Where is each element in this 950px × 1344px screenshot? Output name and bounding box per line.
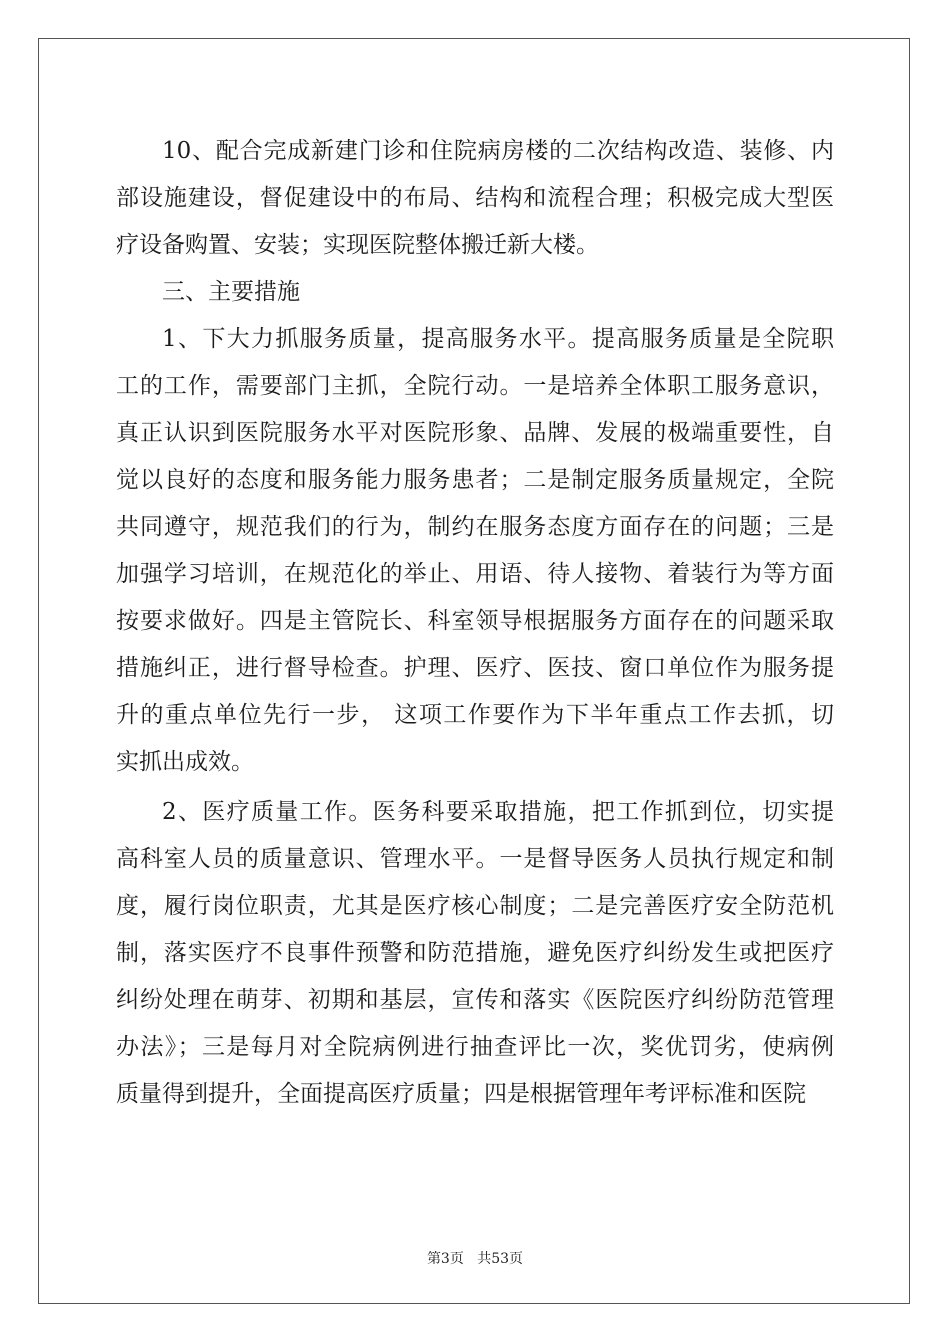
text-line: 部设施建设，督促建设中的布局、结构和流程合理；积极完成大型医 — [116, 185, 834, 211]
text-line: 升的重点单位先行一步， 这项工作要作为下半年重点工作去抓，切 — [116, 702, 834, 728]
text-line: 2、医疗质量工作。医务科要采取措施，把工作抓到位，切实提 — [162, 799, 834, 825]
text-line: 度，履行岗位职责，尤其是医疗核心制度；二是完善医疗安全防范机 — [116, 893, 834, 919]
text-line: 10、配合完成新建门诊和住院病房楼的二次结构改造、装修、内 — [162, 138, 834, 164]
text-line: 共同遵守，规范我们的行为，制约在服务态度方面存在的问题；三是 — [116, 514, 834, 540]
page-total: 共53页 — [477, 1251, 524, 1267]
text-line: 按要求做好。四是主管院长、科室领导根据服务方面存在的问题采取 — [116, 608, 834, 634]
paragraph-measure-1 — [116, 316, 834, 786]
text-line: 三、主要措施 — [162, 279, 300, 305]
text-line: 1、下大力抓服务质量，提高服务水平。提高服务质量是全院职 — [162, 326, 834, 352]
page-number: 第3页 — [426, 1251, 464, 1267]
text-line: 实抓出成效。 — [116, 749, 254, 775]
text-line: 工的工作，需要部门主抓，全院行动。一是培养全体职工服务意识， — [116, 373, 834, 399]
paragraph-item-10 — [116, 128, 834, 269]
text-line: 疗设备购置、安装；实现医院整体搬迁新大楼。 — [116, 232, 599, 258]
text-line: 觉以良好的态度和服务能力服务患者；二是制定服务质量规定，全院 — [116, 467, 834, 493]
page-footer — [0, 1248, 950, 1268]
paragraph-measure-2 — [116, 789, 834, 1118]
text-line: 措施纠正，进行督导检查。护理、医疗、医技、窗口单位作为服务提 — [116, 655, 834, 681]
text-line: 加强学习培训，在规范化的举止、用语、待人接物、着装行为等方面 — [116, 561, 834, 587]
text-line: 纠纷处理在萌芽、初期和基层，宣传和落实《医院医疗纠纷防范管理 — [116, 987, 834, 1013]
paragraph-section-3-heading — [116, 269, 834, 316]
text-line: 质量得到提升，全面提高医疗质量；四是根据管理年考评标准和医院 — [116, 1081, 806, 1107]
text-line: 真正认识到医院服务水平对医院形象、品牌、发展的极端重要性，自 — [116, 420, 834, 446]
text-line: 高科室人员的质量意识、管理水平。一是督导医务人员执行规定和制 — [116, 846, 834, 872]
text-line: 制，落实医疗不良事件预警和防范措施，避免医疗纠纷发生或把医疗 — [116, 940, 834, 966]
text-line: 办法》；三是每月对全院病例进行抽查评比一次，奖优罚劣，使病例 — [116, 1034, 834, 1060]
document-body — [116, 128, 834, 1118]
